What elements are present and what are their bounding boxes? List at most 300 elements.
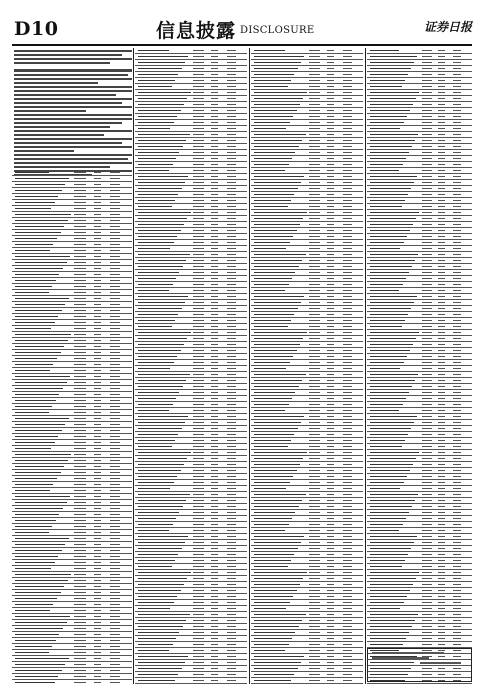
cell	[110, 250, 120, 251]
cell	[227, 146, 236, 147]
cell	[94, 472, 101, 473]
cell	[211, 668, 218, 669]
cell	[343, 548, 352, 549]
cell	[211, 392, 218, 393]
cell	[343, 680, 352, 681]
cell	[211, 278, 218, 279]
cell	[438, 182, 444, 183]
cell	[254, 374, 306, 375]
cell	[138, 644, 173, 645]
cell	[193, 536, 204, 537]
cell	[211, 380, 218, 381]
cell	[343, 230, 352, 231]
cell	[254, 446, 288, 447]
cell	[309, 104, 320, 105]
cell	[193, 362, 204, 363]
cell	[94, 418, 101, 419]
cell	[422, 644, 433, 645]
cell	[343, 620, 352, 621]
cell	[422, 638, 433, 639]
cell	[438, 602, 444, 603]
cell	[94, 268, 101, 269]
cell	[138, 650, 169, 651]
cell	[211, 530, 218, 531]
cell	[343, 242, 352, 243]
cell	[438, 560, 444, 561]
cell	[254, 164, 289, 165]
cell	[254, 242, 290, 243]
cell	[227, 506, 236, 507]
cell	[15, 616, 70, 617]
cell	[327, 62, 334, 63]
cell	[227, 674, 236, 675]
cell	[309, 428, 320, 429]
cell	[193, 380, 204, 381]
cell	[138, 500, 186, 501]
cell	[74, 220, 86, 221]
cell	[110, 580, 120, 581]
cell	[94, 256, 101, 257]
cell	[138, 218, 187, 219]
cell	[343, 206, 352, 207]
cell	[227, 470, 236, 471]
cell	[254, 296, 304, 297]
cell	[193, 452, 204, 453]
cell	[211, 236, 218, 237]
cell	[343, 482, 352, 483]
cell	[138, 110, 181, 111]
cell	[94, 298, 101, 299]
cell	[227, 338, 236, 339]
cell	[327, 350, 334, 351]
cell	[438, 470, 444, 471]
cell	[453, 194, 461, 195]
cell	[110, 472, 120, 473]
cell	[309, 122, 320, 123]
cell	[211, 134, 218, 135]
cell	[453, 572, 461, 573]
cell	[193, 332, 204, 333]
cell	[327, 212, 334, 213]
cell	[15, 430, 62, 431]
cell	[110, 520, 120, 521]
cell	[422, 356, 433, 357]
cell	[74, 598, 86, 599]
cell	[94, 520, 101, 521]
cell	[370, 248, 400, 249]
cell	[370, 380, 415, 381]
cell	[343, 218, 352, 219]
cell	[227, 452, 236, 453]
cell	[254, 140, 302, 141]
cell	[453, 542, 461, 543]
cell	[438, 422, 444, 423]
cell	[309, 170, 320, 171]
cell	[110, 196, 120, 197]
cell	[110, 352, 120, 353]
cell	[211, 320, 218, 321]
cell	[438, 134, 444, 135]
cell	[138, 578, 187, 579]
cell	[15, 634, 59, 635]
cell	[438, 242, 444, 243]
cell	[138, 590, 181, 591]
cell	[453, 386, 461, 387]
cell	[422, 398, 433, 399]
cell	[74, 646, 86, 647]
cell	[422, 566, 433, 567]
cell	[327, 560, 334, 561]
cell	[438, 548, 444, 549]
cell	[227, 536, 236, 537]
cell	[343, 332, 352, 333]
cell	[15, 550, 62, 551]
cell	[15, 214, 71, 215]
cell	[74, 328, 86, 329]
text-line	[14, 158, 128, 160]
cell	[254, 602, 290, 603]
cell	[211, 50, 218, 51]
cell	[453, 236, 461, 237]
cell	[227, 86, 236, 87]
cell	[422, 620, 433, 621]
cell	[15, 646, 52, 647]
cell	[370, 584, 413, 585]
cell	[94, 202, 101, 203]
cell	[254, 188, 298, 189]
cell	[422, 308, 433, 309]
cell	[438, 212, 444, 213]
cell	[370, 224, 413, 225]
cell	[309, 314, 320, 315]
cell	[211, 326, 218, 327]
cell	[438, 332, 444, 333]
cell	[309, 398, 320, 399]
cell	[327, 674, 334, 675]
cell	[74, 340, 86, 341]
cell	[254, 152, 295, 153]
cell	[343, 194, 352, 195]
cell	[327, 524, 334, 525]
cell	[211, 620, 218, 621]
cell	[227, 554, 236, 555]
cell	[422, 572, 433, 573]
cell	[211, 644, 218, 645]
cell	[254, 302, 301, 303]
cell	[438, 572, 444, 573]
cell	[74, 280, 86, 281]
cell	[211, 194, 218, 195]
cell	[438, 608, 444, 609]
cell	[211, 56, 218, 57]
cell	[138, 410, 169, 411]
cell	[327, 140, 334, 141]
cell	[74, 424, 86, 425]
cell	[227, 140, 236, 141]
cell	[370, 68, 411, 69]
cell	[227, 98, 236, 99]
cell	[343, 116, 352, 117]
cell	[211, 548, 218, 549]
cell	[309, 56, 320, 57]
cell	[138, 626, 183, 627]
table-row	[12, 680, 132, 684]
cell	[309, 392, 320, 393]
cell	[94, 592, 101, 593]
cell	[15, 388, 63, 389]
cell	[327, 128, 334, 129]
cell	[15, 364, 53, 365]
cell	[422, 596, 433, 597]
cell	[438, 356, 444, 357]
cell	[211, 182, 218, 183]
cell	[370, 464, 413, 465]
cell	[370, 158, 406, 159]
cell	[453, 170, 461, 171]
cell	[94, 442, 101, 443]
page-number: D10	[14, 18, 59, 40]
cell	[227, 584, 236, 585]
cell	[327, 464, 334, 465]
cell	[422, 212, 433, 213]
cell	[211, 206, 218, 207]
cell	[94, 580, 101, 581]
cell	[327, 110, 334, 111]
cell	[15, 370, 50, 371]
cell	[254, 116, 293, 117]
cell	[254, 194, 294, 195]
cell	[254, 536, 304, 537]
cell	[438, 176, 444, 177]
cell	[74, 208, 86, 209]
cell	[343, 506, 352, 507]
cell	[15, 382, 67, 383]
cell	[453, 614, 461, 615]
cell	[422, 386, 433, 387]
text-line	[14, 54, 122, 56]
cell	[438, 314, 444, 315]
cell	[254, 128, 286, 129]
cell	[110, 172, 120, 173]
cell	[227, 212, 236, 213]
cell	[193, 656, 204, 657]
cell	[211, 242, 218, 243]
cell	[138, 416, 188, 417]
cell	[110, 334, 120, 335]
cell	[193, 410, 204, 411]
cell	[138, 428, 182, 429]
cell	[453, 158, 461, 159]
cell	[453, 374, 461, 375]
cell	[327, 440, 334, 441]
cell	[370, 200, 405, 201]
cell	[343, 392, 352, 393]
cell	[193, 110, 204, 111]
cell	[343, 350, 352, 351]
cell	[211, 170, 218, 171]
cell	[370, 212, 419, 213]
cell	[193, 518, 204, 519]
cell	[15, 544, 65, 545]
cell	[138, 176, 188, 177]
cell	[370, 608, 400, 609]
cell	[327, 188, 334, 189]
cell	[110, 178, 120, 179]
cell	[211, 362, 218, 363]
cell	[211, 518, 218, 519]
cell	[94, 412, 101, 413]
cell	[110, 658, 120, 659]
cell	[422, 56, 433, 57]
cell	[422, 392, 433, 393]
cell	[343, 92, 352, 93]
cell	[422, 404, 433, 405]
cell	[327, 638, 334, 639]
cell	[74, 526, 86, 527]
cell	[138, 602, 174, 603]
cell	[438, 584, 444, 585]
cell	[343, 200, 352, 201]
cell	[422, 470, 433, 471]
cell	[453, 296, 461, 297]
cell	[370, 182, 414, 183]
cell	[94, 610, 101, 611]
cell	[138, 392, 179, 393]
cell	[327, 500, 334, 501]
cell	[138, 386, 183, 387]
cell	[94, 544, 101, 545]
cell	[227, 632, 236, 633]
cell	[110, 280, 120, 281]
cell	[74, 376, 86, 377]
cell	[94, 670, 101, 671]
cell	[309, 584, 320, 585]
cell	[438, 464, 444, 465]
cell	[15, 442, 55, 443]
data-table	[135, 48, 247, 684]
cell	[453, 644, 461, 645]
cell	[422, 428, 433, 429]
cell	[254, 548, 298, 549]
cell	[327, 608, 334, 609]
cell	[94, 646, 101, 647]
cell	[94, 238, 101, 239]
text-line	[14, 150, 74, 152]
cell	[254, 398, 292, 399]
cell	[343, 224, 352, 225]
cell	[74, 412, 86, 413]
cell	[193, 476, 204, 477]
cell	[193, 446, 204, 447]
cell	[193, 146, 204, 147]
cell	[227, 626, 236, 627]
cell	[327, 386, 334, 387]
cell	[309, 566, 320, 567]
cell	[453, 176, 461, 177]
cell	[438, 68, 444, 69]
cell	[453, 452, 461, 453]
cell	[327, 332, 334, 333]
cell	[343, 308, 352, 309]
cell	[254, 494, 306, 495]
cell	[193, 338, 204, 339]
cell	[74, 514, 86, 515]
text-line	[14, 146, 132, 148]
cell	[138, 182, 185, 183]
cell	[74, 394, 86, 395]
cell	[422, 224, 433, 225]
cell	[110, 370, 120, 371]
cell	[211, 428, 218, 429]
cell	[211, 482, 218, 483]
section-title: 信息披露	[156, 20, 237, 42]
cell	[343, 374, 352, 375]
cell	[422, 104, 433, 105]
cell	[309, 146, 320, 147]
cell	[15, 184, 65, 185]
cell	[438, 614, 444, 615]
cell	[211, 404, 218, 405]
cell	[309, 164, 320, 165]
cell	[453, 302, 461, 303]
cell	[110, 376, 120, 377]
cell	[370, 602, 404, 603]
cell	[211, 662, 218, 663]
cell	[15, 418, 69, 419]
text-line	[14, 102, 122, 104]
cell	[110, 616, 120, 617]
cell	[193, 320, 204, 321]
cell	[327, 398, 334, 399]
cell	[327, 296, 334, 297]
cell	[343, 638, 352, 639]
cell	[211, 92, 218, 93]
cell	[74, 436, 86, 437]
cell	[15, 376, 70, 377]
cell	[422, 218, 433, 219]
cell	[438, 80, 444, 81]
cell	[254, 290, 285, 291]
cell	[193, 104, 204, 105]
cell	[453, 458, 461, 459]
cell	[15, 568, 51, 569]
cell	[343, 326, 352, 327]
cell	[370, 488, 400, 489]
cell	[343, 416, 352, 417]
cell	[438, 74, 444, 75]
cell	[74, 628, 86, 629]
cell	[138, 152, 179, 153]
cell	[74, 406, 86, 407]
cell	[74, 484, 86, 485]
cell	[193, 62, 204, 63]
cell	[327, 80, 334, 81]
cell	[254, 458, 303, 459]
cell	[327, 158, 334, 159]
cell	[309, 590, 320, 591]
cell	[254, 404, 289, 405]
cell	[422, 590, 433, 591]
cell	[422, 536, 433, 537]
cell	[453, 590, 461, 591]
cell	[110, 340, 120, 341]
cell	[327, 518, 334, 519]
cell	[327, 362, 334, 363]
cell	[422, 248, 433, 249]
cell	[254, 440, 291, 441]
cell	[193, 506, 204, 507]
cell	[370, 308, 411, 309]
